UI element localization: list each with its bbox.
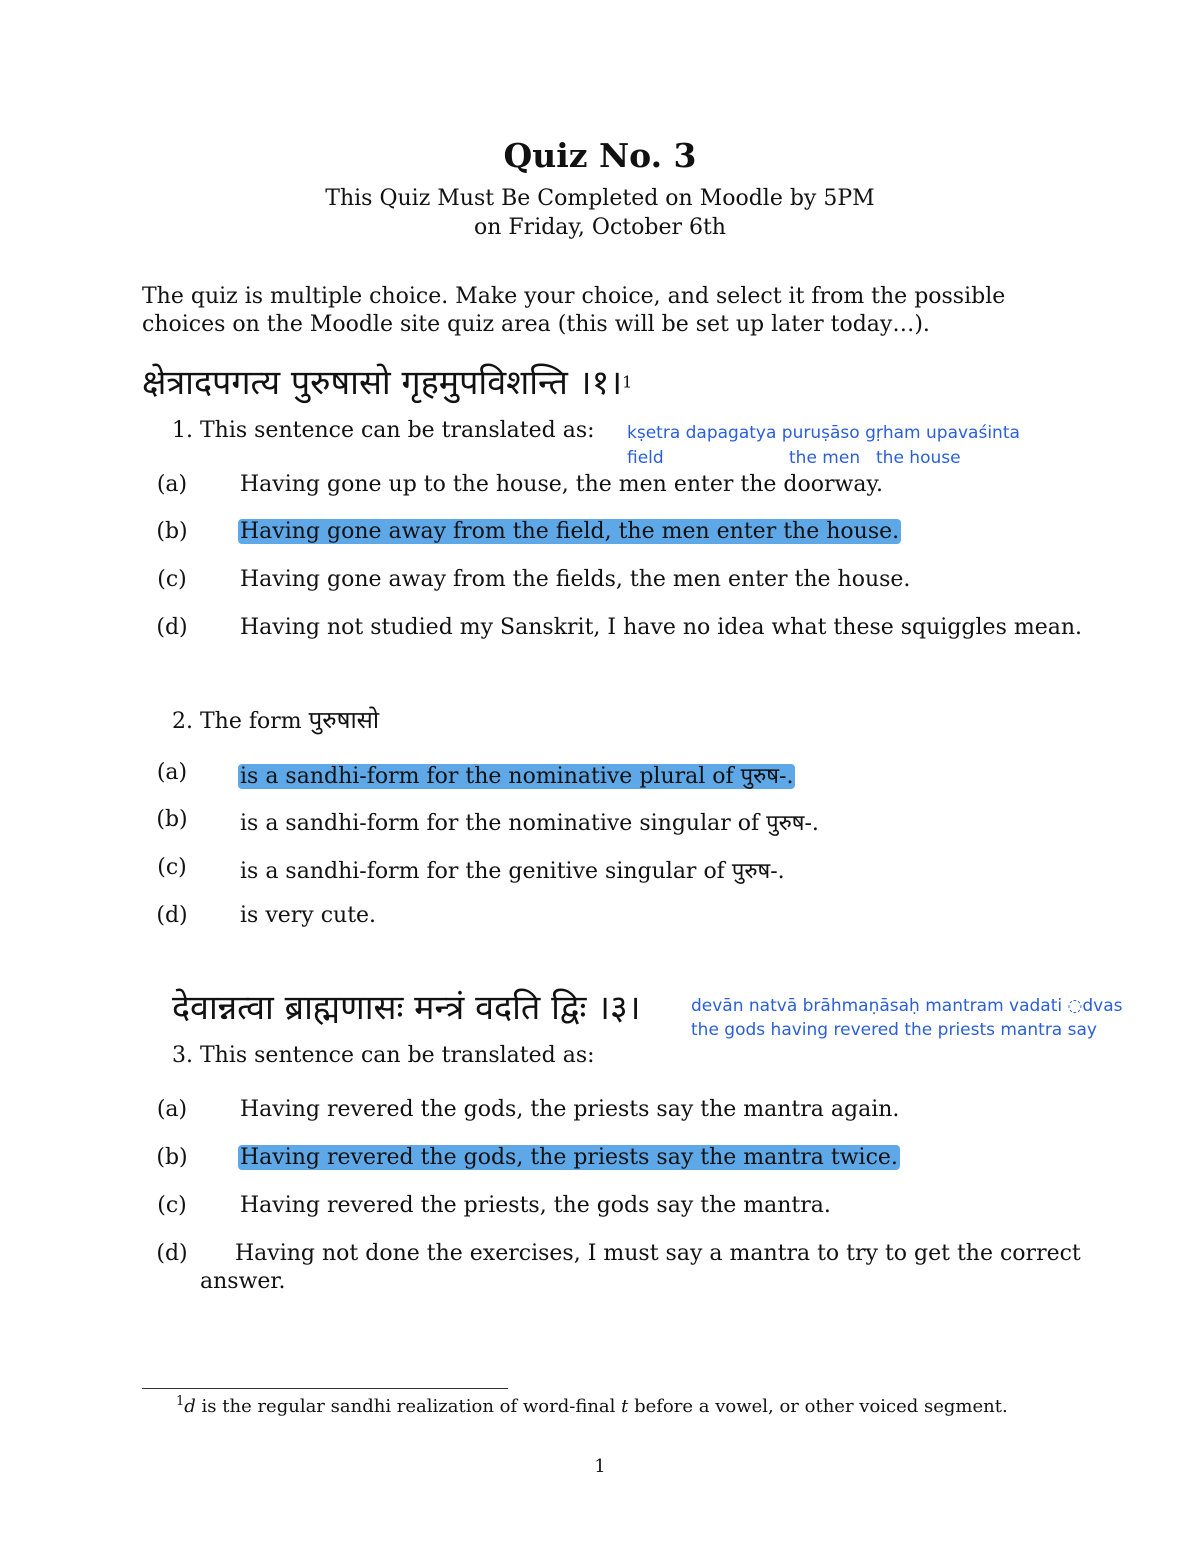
q2-option-c-letter: (c) [157,855,187,880]
q2-option-c-suffix: -. [770,859,785,884]
q2-option-a-devanagari: पुरुष [740,764,780,789]
q1-option-b-highlighted-text: Having gone away from the field, the men enter the house. [240,519,900,544]
footnote-mark: 1 [176,1394,185,1409]
gloss-field: field [627,448,664,468]
q1-option-d-letter: (d) [156,615,188,640]
footnote-text-a: is the regular sandhi realization of word-final [195,1396,622,1417]
footnote-rule [142,1388,508,1389]
q1-option-b-letter: (b) [156,519,188,544]
page-number: 1 [594,1456,606,1477]
q3-option-d-continuation: answer. [200,1269,286,1294]
question-2-devanagari: पुरुषासो [308,706,380,734]
q2-option-b-suffix: -. [804,811,819,836]
page-title: Quiz No. 3 [503,136,697,175]
q2-option-a-suffix: -. [779,764,794,789]
footnote-italic-t: t [621,1396,629,1417]
q3-option-a[interactable]: Having revered the gods, the priests say the mantra again. [240,1097,900,1122]
q2-option-a-letter: (a) [156,760,188,785]
q2-option-b[interactable] [240,807,819,837]
footnote-reference: 1 [622,372,633,392]
sentence-3-gloss-transliteration: devān natvā brāhmaṇāsaḥ mantram vadati ◌dvas [691,996,1123,1016]
sentence-3-devanagari: देवान्नत्वा ब्राह्मणासः मन्त्रं वदति द्विः ।३। [172,988,641,1028]
footnote [176,1394,1008,1417]
q1-option-c[interactable]: Having gone away from the fields, the men enter the house. [240,567,911,592]
question-2-prompt [172,703,379,736]
q1-option-c-letter: (c) [157,567,187,592]
q3-option-d-letter: (d) [156,1241,188,1266]
q2-option-a[interactable] [238,760,795,790]
sentence-3-gloss-translation: the gods having revered the priests mantra say [691,1020,1097,1040]
subtitle-line-1: This Quiz Must Be Completed on Moodle by 5PM [325,186,875,211]
q2-option-c-text: is a sandhi-form for the genitive singular of [240,859,732,884]
q3-option-b[interactable] [238,1145,900,1170]
q2-option-a-text: is a sandhi-form for the nominative plural of [240,764,741,789]
sentence-1-gloss-transliteration: kṣetra dapagatya puruṣāso gṛham upavaśinta [627,423,1020,443]
q3-option-b-highlighted-text: Having revered the gods, the priests say the mantra twice. [240,1145,898,1170]
q1-option-b[interactable] [238,519,901,544]
q3-option-b-letter: (b) [156,1145,188,1170]
q3-option-c-letter: (c) [157,1193,187,1218]
gloss-the-house: the house [876,448,961,468]
q1-option-a-letter: (a) [156,472,188,497]
sentence-1 [142,358,632,404]
intro-paragraph: The quiz is multiple choice. Make your choice, and select it from the possible choices on the Moodle site quiz area (this will be set up later today…). [142,284,1006,337]
q3-option-c[interactable]: Having revered the priests, the gods say the mantra. [240,1193,831,1218]
q2-option-b-text: is a sandhi-form for the nominative singular of [240,811,767,836]
sentence-1-devanagari: क्षेत्रादपगत्य पुरुषासो गृहमुपविशन्ति ।१। [142,363,623,403]
q2-option-c[interactable] [240,855,785,885]
q3-option-d[interactable]: Having not done the exercises, I must say a mantra to try to get the correct [235,1241,1081,1266]
q2-option-b-devanagari: पुरुष [766,811,805,836]
q2-option-a-highlighted-text [238,764,795,789]
subtitle-line-2: on Friday, October 6th [474,215,726,240]
q2-option-d[interactable]: is very cute. [240,903,377,928]
footnote-text-b: before a vowel, or other voiced segment. [628,1396,1008,1417]
q2-option-b-letter: (b) [156,807,188,832]
question-1-prompt: 1. This sentence can be translated as: [172,418,595,443]
gloss-the-men: the men [789,448,861,468]
q1-option-d[interactable]: Having not studied my Sanskrit, I have no idea what these squiggles mean. [240,615,1083,640]
question-2-prompt-text: 2. The form [172,709,309,734]
q1-option-a[interactable]: Having gone up to the house, the men enter the doorway. [240,472,883,497]
footnote-italic-d: d [184,1396,196,1417]
question-3-prompt: 3. This sentence can be translated as: [172,1043,595,1068]
q3-option-a-letter: (a) [156,1097,188,1122]
q2-option-c-devanagari: पुरुष [731,859,771,884]
q2-option-d-letter: (d) [156,903,188,928]
